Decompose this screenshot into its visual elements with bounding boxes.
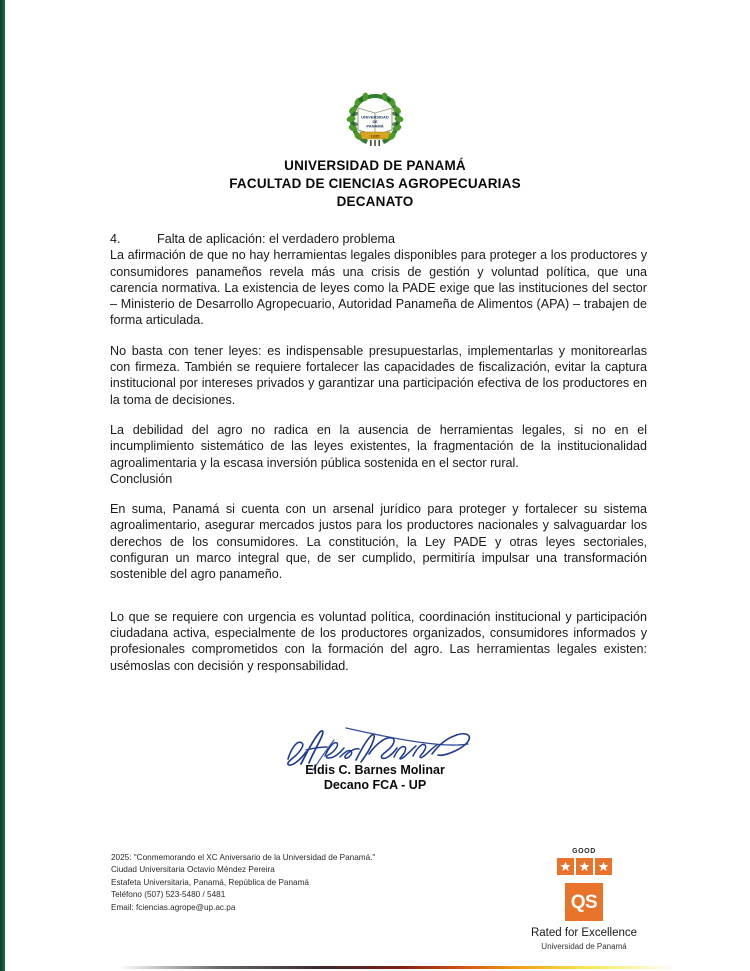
document-body [110, 231, 647, 688]
footer-contact-block [111, 852, 375, 914]
svg-text:PANAMÁ: PANAMÁ [366, 123, 384, 129]
document-header [0, 88, 750, 211]
signer-name: Eldis C. Barnes Molinar [305, 763, 445, 777]
signature-block [0, 726, 750, 793]
paragraph-4: En suma, Panamá si cuenta con un arsenal jurídico para proteger y fortalecer su sistema agroalimentario, asegurar mercados justos para los productores nacionales y salvaguardar los derechos de los consumidores. La constitución, la Ley PADE y otras leyes sectoriales, configuran un marco integral que, de ser cumplido, permitiría impulsar una transformación sostenible del agro panameño. [110, 502, 647, 582]
qs-star-rating [521, 858, 647, 875]
footer-address-line: Estafeta Universitaria, Panamá, República de Panamá [111, 877, 309, 887]
paragraph-3: La debilidad del agro no radica en la ausencia de herramientas legales, si no en el incumplimiento sistemático de las leyes existentes, la fragmentación de la institucionalidad agroalimentaria y la escasa inversión pública sostenida en el sector rural. [110, 422, 647, 470]
svg-text:1935: 1935 [370, 133, 380, 139]
footer-email-line: Email: fciencias.agrope@up.ac.pa [111, 902, 236, 912]
qs-logo-icon [565, 883, 603, 921]
qs-logo-text: QS [570, 891, 598, 913]
svg-text:DE: DE [372, 120, 378, 124]
university-crest-icon [344, 88, 406, 148]
signer-title: Decano FCA - UP [323, 778, 427, 792]
qs-star-icon [557, 858, 574, 875]
section-heading [110, 231, 647, 247]
header-office-name: DECANATO [336, 194, 414, 209]
qs-rating-badge [521, 848, 647, 952]
bottom-gradient-rule [118, 966, 678, 969]
qs-institution: Universidad de Panamá [541, 942, 627, 951]
qs-rating-label: GOOD [572, 848, 596, 855]
section-number: 4. [110, 232, 121, 246]
paragraph-1: La afirmación de que no hay herramientas legales disponibles para proteger a los productores y consumidores panameños revela más una crisis de gestión y voluntad política, que una carencia normativa. La existencia de leyes como la PADE exige que las instituciones del sector – Ministerio de Desarrollo Agropecuario, Autoridad Panameña de Alimentos (APA) – trabajen de forma articulada. [110, 248, 647, 328]
paragraph-5: Lo que se requiere con urgencia es voluntad política, coordinación institucional y participación ciudadana activa, especialmente de los productores organizados, consumidores informados y profesionales comprometidos con la formación del agro. Las herramientas legales existen: usémoslas con decisión y responsabilidad. [110, 609, 647, 673]
footer-campus-line: Ciudad Universitaria Octavio Méndez Pereira [111, 865, 275, 875]
qs-tagline: Rated for Excellence [530, 927, 638, 939]
qs-star-icon [576, 858, 593, 875]
footer-anniversary-line: 2025: "Conmemorando el XC Aniversario de la Universidad de Panamá." [111, 853, 376, 862]
paragraph-2: No basta con tener leyes: es indispensable presupuestarlas, implementarlas y monitorearlas con firmeza. También se requiere fortalecer las capacidades de fiscalización, evitar la captura institucional por intereses privados y garantizar una participación efectiva de los productores en la toma de decisiones. [110, 343, 647, 407]
header-faculty-name: FACULTAD DE CIENCIAS AGROPECUARIAS [229, 176, 521, 191]
qs-star-icon [595, 858, 612, 875]
header-university-name: UNIVERSIDAD DE PANAMÁ [284, 158, 466, 173]
footer-phone-line: Teléfono (507) 523-5480 / 5481 [111, 890, 226, 900]
section-title: Falta de aplicación: el verdadero problema [157, 232, 396, 246]
conclusion-heading: Conclusión [110, 471, 173, 486]
svg-text:UNIVERSIDAD: UNIVERSIDAD [361, 114, 389, 120]
